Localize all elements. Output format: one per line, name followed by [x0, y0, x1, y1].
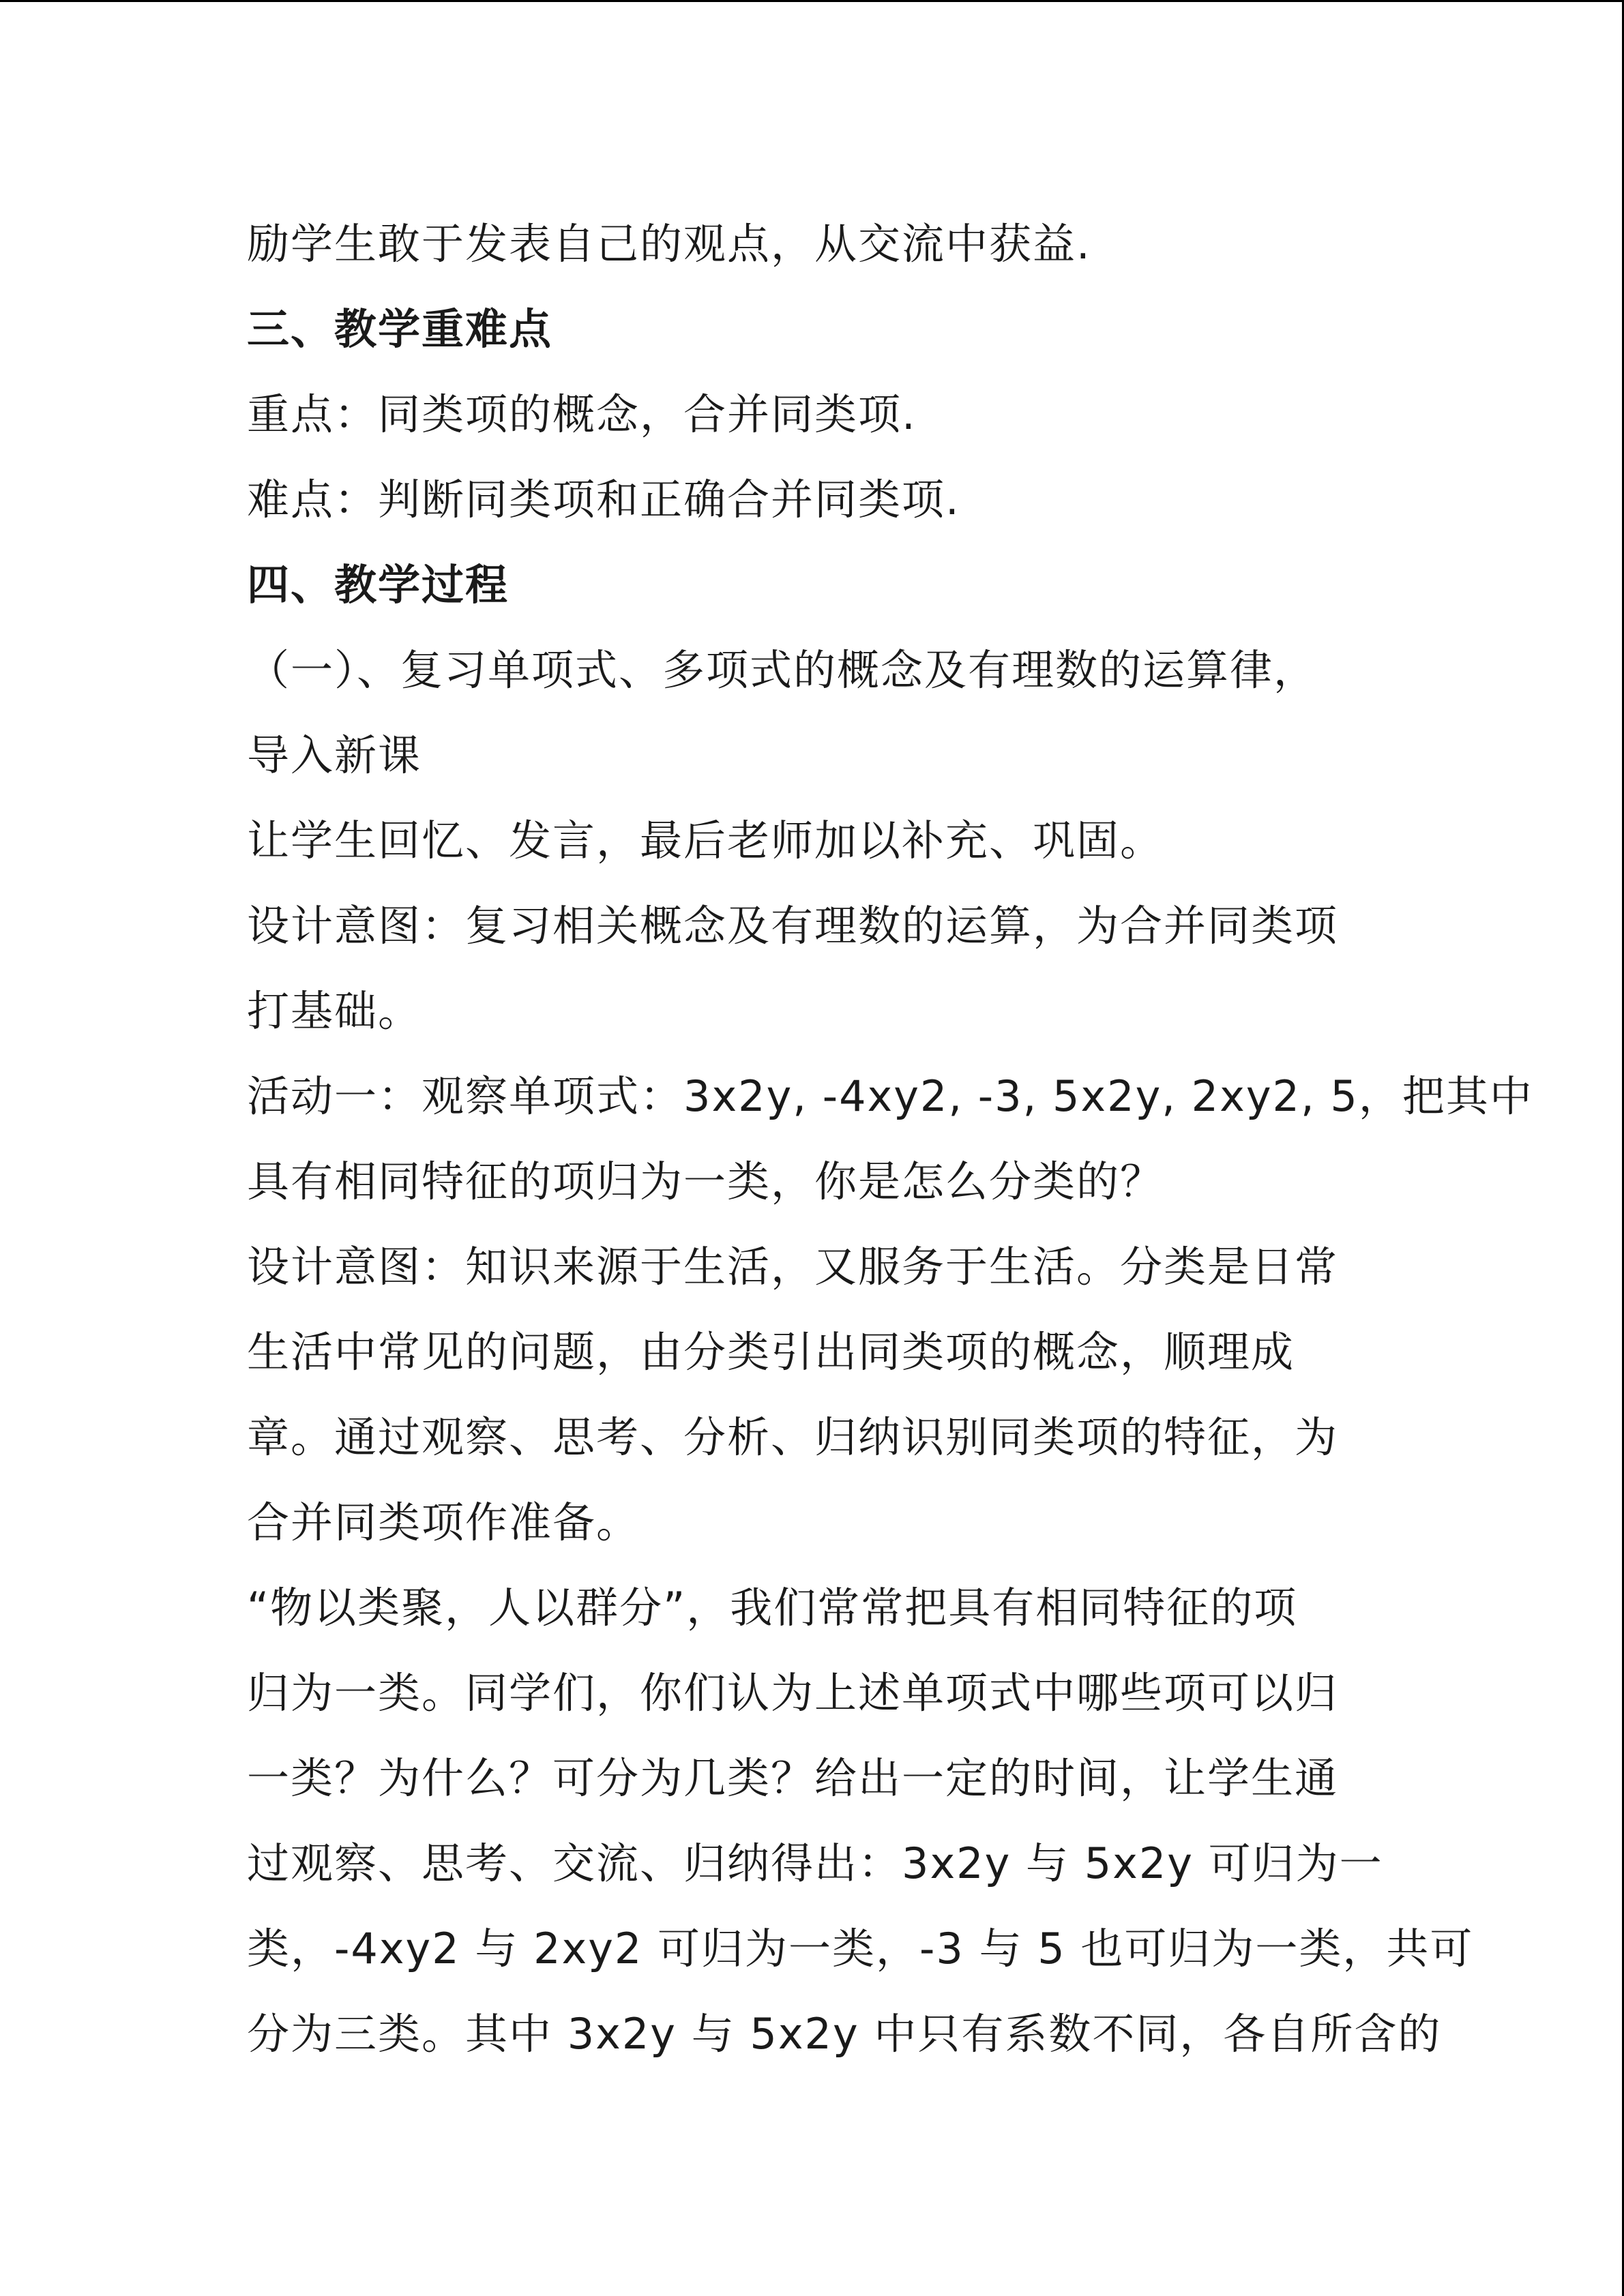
text-line: 打基础。: [247, 986, 422, 1036]
text-line: 归为一类。同学们，你们认为上述单项式中哪些项可以归: [247, 1668, 1339, 1718]
section-heading: 三、教学重难点: [247, 304, 553, 354]
text-line: 过观察、思考、交流、归纳得出：3x2y 与 5x2y 可归为一: [247, 1838, 1383, 1888]
text-line: “物以类聚，人以群分”，我们常常把具有相同特征的项: [247, 1583, 1298, 1632]
document-body: [247, 201, 1533, 2076]
text-line: 励学生敢于发表自己的观点，从交流中获益.: [247, 219, 1091, 269]
text-line: 类，-4xy2 与 2xy2 可归为一类，-3 与 5 也可归为一类，共可: [247, 1924, 1474, 1973]
text-line: 合并同类项作准备。: [247, 1497, 640, 1547]
section-heading: 四、教学过程: [247, 560, 510, 610]
text-line: 设计意图：复习相关概念及有理数的运算，为合并同类项: [247, 901, 1339, 951]
text-line: 设计意图：知识来源于生活，又服务于生活。分类是日常: [247, 1242, 1339, 1292]
text-line: 导入新课: [247, 730, 422, 780]
text-line: 章。通过观察、思考、分析、归纳识别同类项的特征，为: [247, 1412, 1339, 1462]
text-line: 一类？为什么？可分为几类？给出一定的时间，让学生通: [247, 1753, 1339, 1803]
text-line: 让学生回忆、发言，最后老师加以补充、巩固。: [247, 816, 1164, 865]
text-line: 活动一：观察单项式：3x2y, -4xy2, -3, 5x2y, 2xy2, 5，把其中: [247, 1071, 1533, 1121]
text-line: 具有相同特征的项归为一类，你是怎么分类的？: [247, 1157, 1164, 1206]
text-line: 生活中常见的问题，由分类引出同类项的概念，顺理成: [247, 1327, 1295, 1377]
text-line: （一）、复习单项式、多项式的概念及有理数的运算律，: [247, 645, 1318, 695]
text-line: 难点：判断同类项和正确合并同类项.: [247, 475, 960, 524]
text-line: 分为三类。其中 3x2y 与 5x2y 中只有系数不同，各自所含的: [247, 2009, 1442, 2059]
text-line: 重点：同类项的概念，合并同类项.: [247, 389, 917, 439]
